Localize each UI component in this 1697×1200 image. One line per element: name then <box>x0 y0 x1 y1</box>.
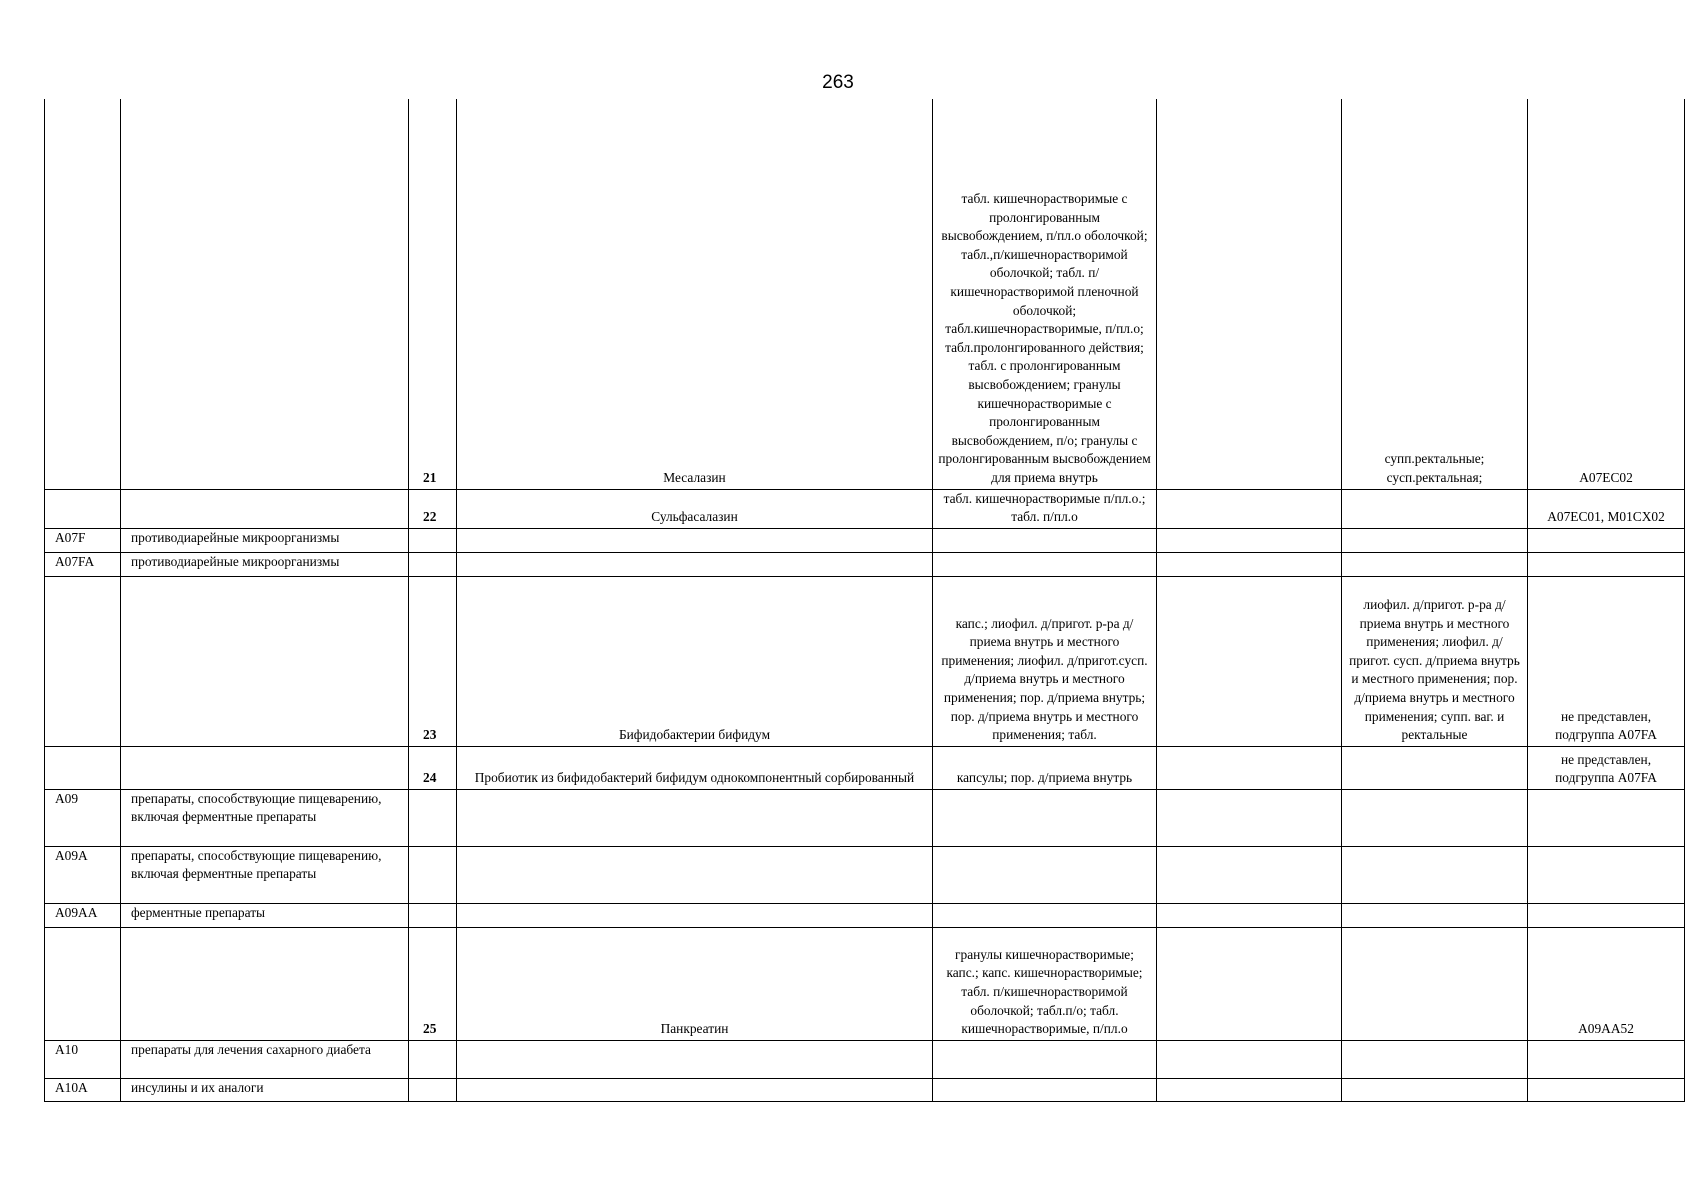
table-row <box>45 489 1685 528</box>
table-row <box>45 552 1685 576</box>
other-forms <box>1342 927 1528 1040</box>
group-name: препараты, способствующие пищеварению, включая ферментные препараты <box>121 846 409 903</box>
table-row <box>45 746 1685 789</box>
empty-cell <box>1342 1078 1528 1101</box>
table-row <box>45 1078 1685 1101</box>
atc-reference: A07EC02 <box>1528 99 1685 489</box>
atc-code-cell <box>45 746 121 789</box>
empty-cell <box>1157 528 1342 552</box>
group-name-cell <box>121 576 409 746</box>
empty-cell <box>1342 1040 1528 1078</box>
empty-cell <box>1342 789 1528 846</box>
atc-code-cell <box>45 489 121 528</box>
drug-name: Сульфасалазин <box>457 489 933 528</box>
row-number: 22 <box>409 489 457 528</box>
atc-code: A09A <box>45 846 121 903</box>
empty-cell <box>933 1040 1157 1078</box>
group-name: ферментные препараты <box>121 903 409 927</box>
group-name: препараты, способствующие пищеварению, включая ферментные препараты <box>121 789 409 846</box>
group-name: противодиарейные микроорганизмы <box>121 552 409 576</box>
atc-code-cell <box>45 576 121 746</box>
empty-cell <box>933 789 1157 846</box>
empty-cell <box>457 846 933 903</box>
empty-cell <box>1528 846 1685 903</box>
atc-code: A09 <box>45 789 121 846</box>
empty-cell <box>409 846 457 903</box>
empty-cell <box>457 789 933 846</box>
empty-cell <box>457 1040 933 1078</box>
atc-reference: не представлен, подгруппа A07FA <box>1528 746 1685 789</box>
extra-forms-cell <box>1157 927 1342 1040</box>
table-row <box>45 846 1685 903</box>
extra-forms-cell <box>1157 576 1342 746</box>
empty-cell <box>933 1078 1157 1101</box>
extra-forms-cell <box>1157 746 1342 789</box>
group-name-cell <box>121 489 409 528</box>
empty-cell <box>1528 903 1685 927</box>
empty-cell <box>1528 528 1685 552</box>
empty-cell <box>409 903 457 927</box>
empty-cell <box>1342 528 1528 552</box>
empty-cell <box>457 1078 933 1101</box>
table-row <box>45 1040 1685 1078</box>
empty-cell <box>1528 789 1685 846</box>
drug-name: Месалазин <box>457 99 933 489</box>
empty-cell <box>1342 846 1528 903</box>
extra-forms-cell <box>1157 99 1342 489</box>
empty-cell <box>933 903 1157 927</box>
atc-code: A07FA <box>45 552 121 576</box>
group-name-cell <box>121 99 409 489</box>
atc-code: A10A <box>45 1078 121 1101</box>
other-forms <box>1342 489 1528 528</box>
table-row <box>45 927 1685 1040</box>
dosage-forms: капс.; лиофил. д/пригот. р-ра д/приема внутрь и местного применения; лиофил. д/пригот.сусп. д/приема внутрь и местного применения; пор. д/приема внутрь; пор. д/приема внутрь и местного применения; табл. <box>933 576 1157 746</box>
empty-cell <box>457 528 933 552</box>
empty-cell <box>933 528 1157 552</box>
empty-cell <box>1157 903 1342 927</box>
empty-cell <box>1528 1078 1685 1101</box>
atc-reference: A09AA52 <box>1528 927 1685 1040</box>
table-row <box>45 789 1685 846</box>
group-name: инсулины и их аналоги <box>121 1078 409 1101</box>
extra-forms-cell <box>1157 489 1342 528</box>
group-name-cell <box>121 746 409 789</box>
dosage-forms: табл. кишечнорастворимые с пролонгированным высвобождением, п/пл.о оболочкой; табл.,п/кишечнорастворимой оболочкой; табл. п/кишечнорастворимой пленочной оболочкой; табл.кишечнорастворимые, п/пл.о; табл.пролонгированного действия; табл. с пролонгированным высвобождением; гранулы кишечнорастворимые с пролонгированным высвобождением, п/о; гранулы с пролонгированным высвобождением для приема внутрь <box>933 99 1157 489</box>
group-name: препараты для лечения сахарного диабета <box>121 1040 409 1078</box>
empty-cell <box>409 1040 457 1078</box>
dosage-forms: гранулы кишечнорастворимые; капс.; капс. кишечнорастворимые; табл. п/кишечнорастворимой оболочкой; табл.п/о; табл. кишечнорастворимые, п/пл.о <box>933 927 1157 1040</box>
atc-code-cell <box>45 927 121 1040</box>
empty-cell <box>1157 846 1342 903</box>
atc-code-cell <box>45 99 121 489</box>
dosage-forms: табл. кишечнорастворимые п/пл.о.; табл. п/пл.о <box>933 489 1157 528</box>
row-number: 24 <box>409 746 457 789</box>
empty-cell <box>1157 789 1342 846</box>
empty-cell <box>1157 1078 1342 1101</box>
atc-code: A10 <box>45 1040 121 1078</box>
dosage-forms: капсулы; пор. д/приема внутрь <box>933 746 1157 789</box>
row-number: 25 <box>409 927 457 1040</box>
drug-list-table <box>44 99 1685 1102</box>
empty-cell <box>933 846 1157 903</box>
empty-cell <box>409 552 457 576</box>
group-name-cell <box>121 927 409 1040</box>
other-forms: лиофил. д/пригот. р-ра д/приема внутрь и местного применения; лиофил. д/пригот. сусп. д/приема внутрь и местного применения; пор. д/приема внутрь и местного применения; супп. ваг. и ректальные <box>1342 576 1528 746</box>
empty-cell <box>933 552 1157 576</box>
empty-cell <box>409 528 457 552</box>
empty-cell <box>457 552 933 576</box>
empty-cell <box>409 1078 457 1101</box>
other-forms: супп.ректальные; сусп.ректальная; <box>1342 99 1528 489</box>
other-forms <box>1342 746 1528 789</box>
empty-cell <box>1528 1040 1685 1078</box>
empty-cell <box>409 789 457 846</box>
row-number: 23 <box>409 576 457 746</box>
drug-name: Пробиотик из бифидобактерий бифидум однокомпонентный сорбированный <box>457 746 933 789</box>
empty-cell <box>457 903 933 927</box>
atc-reference: A07EC01, M01CX02 <box>1528 489 1685 528</box>
table-row <box>45 576 1685 746</box>
atc-reference: не представлен, подгруппа A07FA <box>1528 576 1685 746</box>
table-row <box>45 99 1685 489</box>
empty-cell <box>1342 552 1528 576</box>
drug-name: Бифидобактерии бифидум <box>457 576 933 746</box>
atc-code: A07F <box>45 528 121 552</box>
group-name: противодиарейные микроорганизмы <box>121 528 409 552</box>
table-row <box>45 528 1685 552</box>
empty-cell <box>1528 552 1685 576</box>
empty-cell <box>1342 903 1528 927</box>
drug-name: Панкреатин <box>457 927 933 1040</box>
empty-cell <box>1157 552 1342 576</box>
table-row <box>45 903 1685 927</box>
empty-cell <box>1157 1040 1342 1078</box>
atc-code: A09AA <box>45 903 121 927</box>
page-number: 263 <box>822 72 854 93</box>
row-number: 21 <box>409 99 457 489</box>
